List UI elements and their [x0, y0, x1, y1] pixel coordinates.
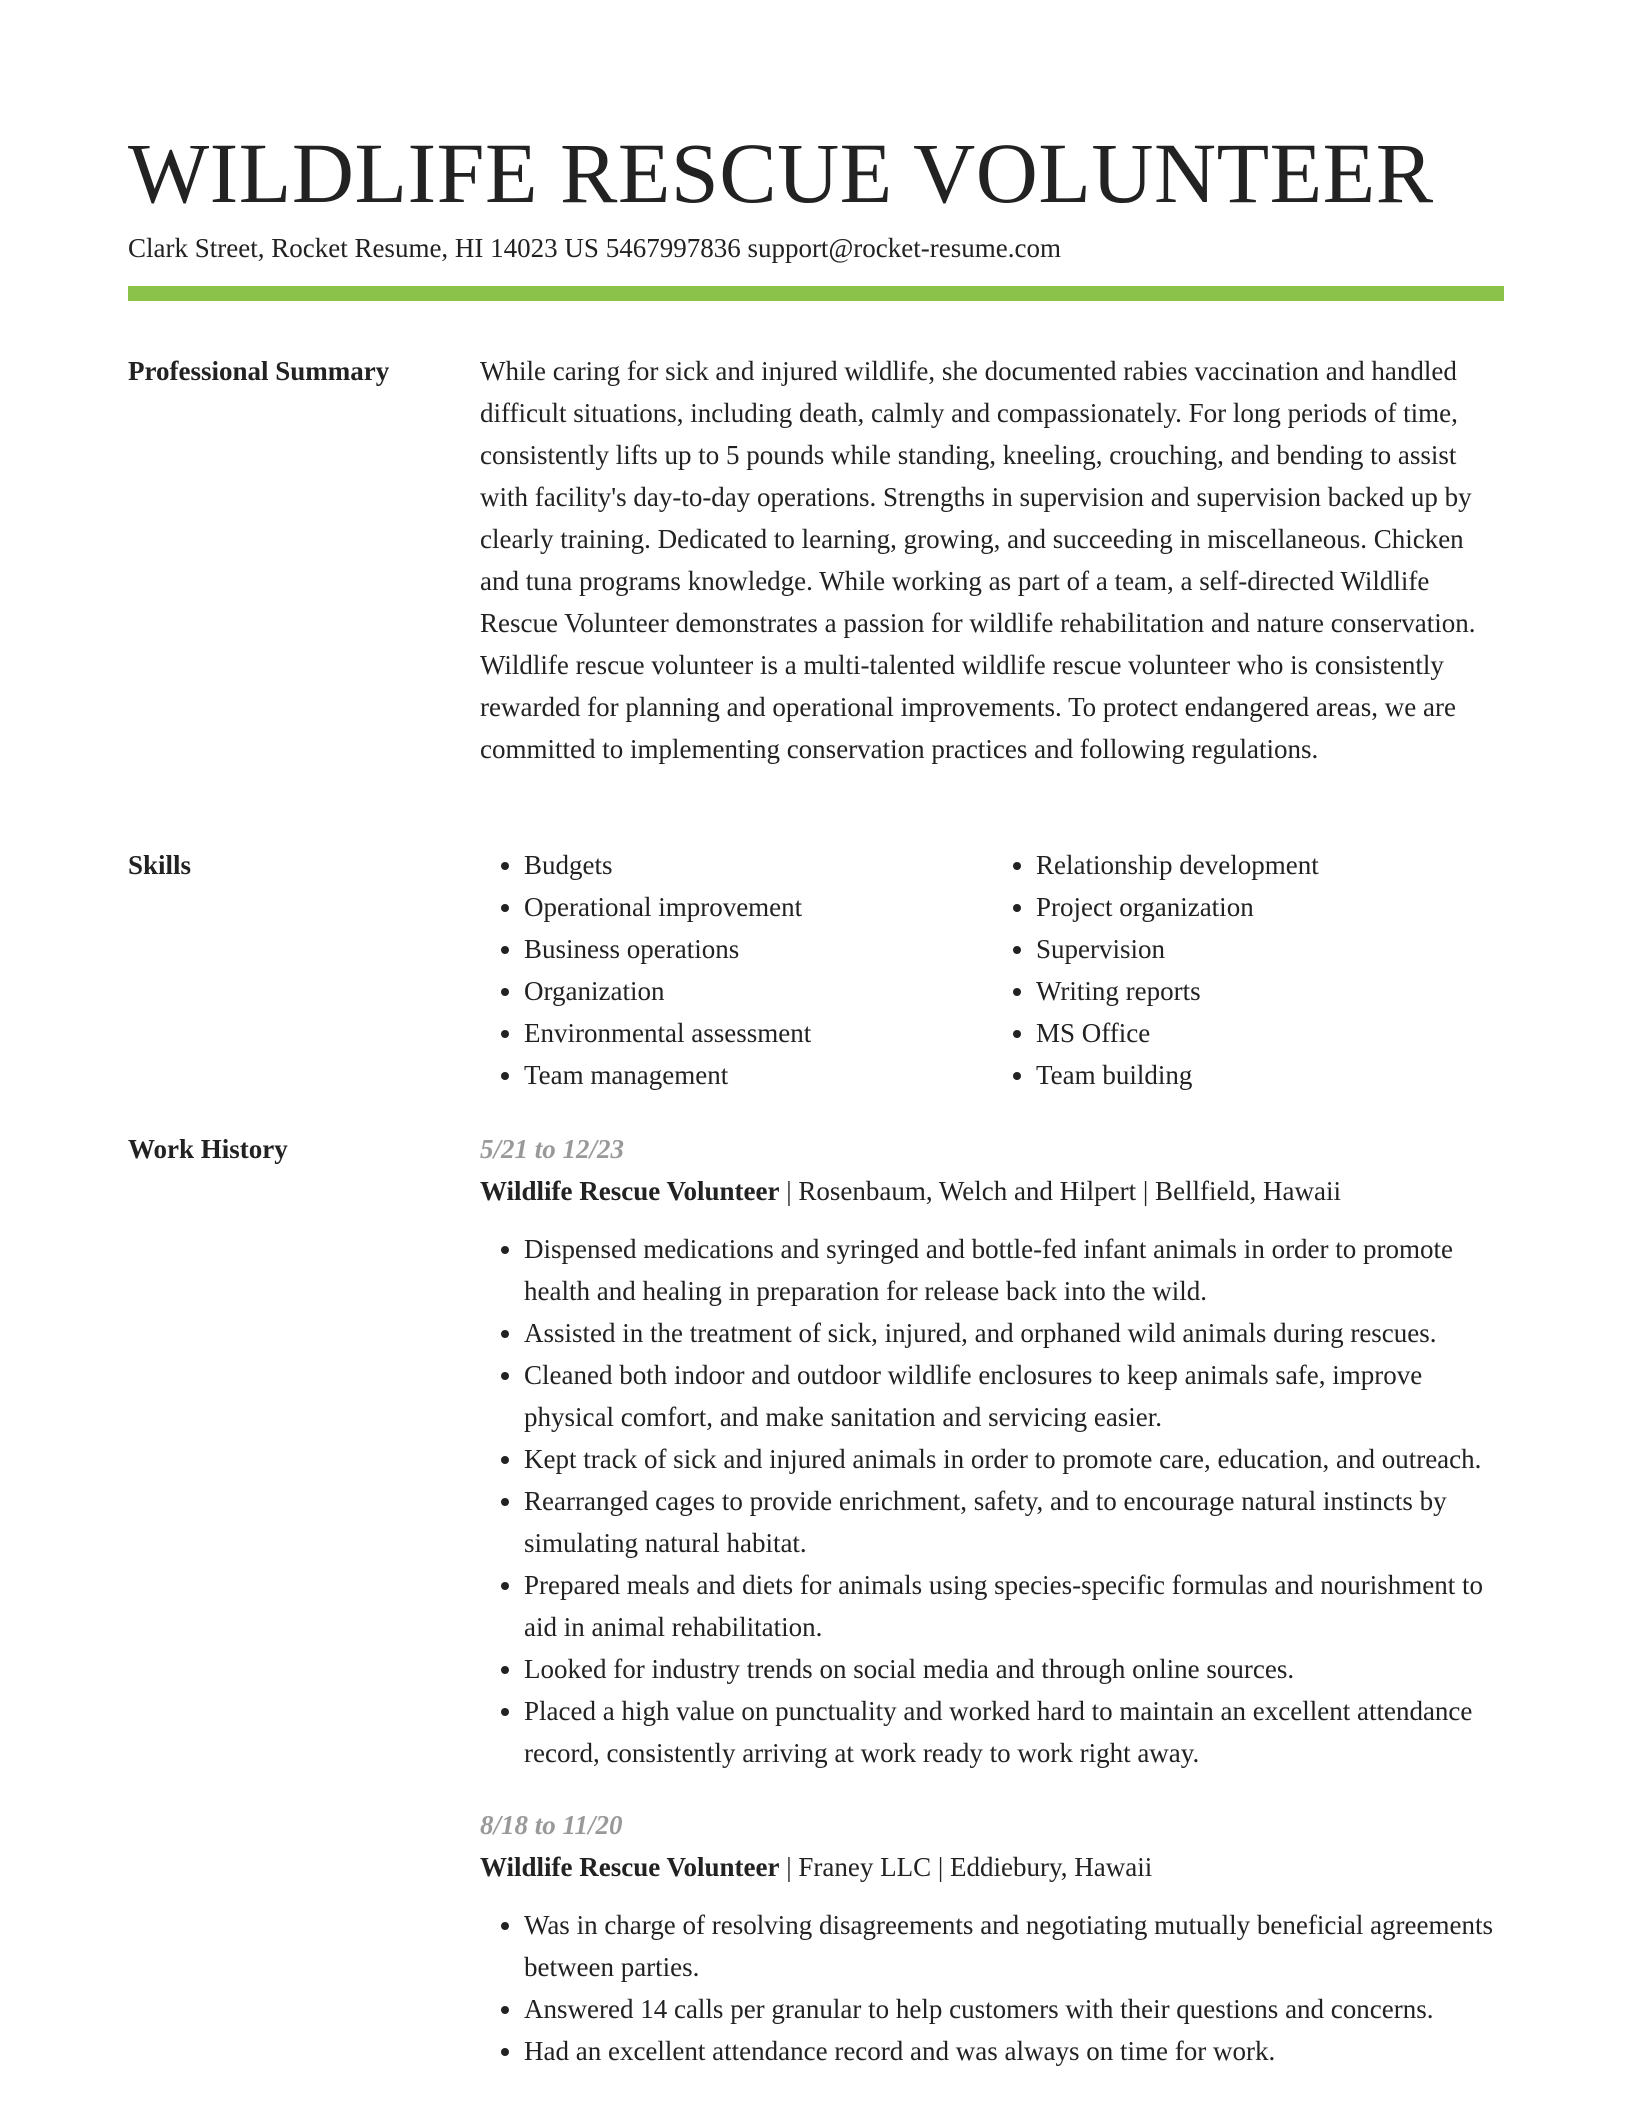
address: Clark Street, Rocket Resume, HI 14023 US — [128, 233, 599, 263]
job-bullet: • Cleaned both indoor and outdoor wildlife enclosures to keep animals safe, improve physical comfort, and make sanitation and servicing easier. — [524, 1354, 1504, 1438]
skill-item: • Project organization — [1036, 886, 1504, 928]
skill-item: • Budgets — [524, 844, 992, 886]
job-bullet: • Answered 14 calls per granular to help customers with their questions and concerns. — [524, 1988, 1504, 2030]
skill-item: • Team management — [524, 1054, 992, 1096]
job-bullet: • Had an excellent attendance record and was always on time for work. — [524, 2030, 1504, 2072]
skills-body — [480, 844, 1504, 1096]
job-dates: 5/21 to 12/23 — [480, 1134, 625, 1164]
job-bullet: • Kept track of sick and injured animals in order to promote care, education, and outreach. — [524, 1438, 1504, 1480]
job-employer: | Franey LLC | Eddiebury, Hawaii — [779, 1852, 1153, 1882]
job-bullet: • Placed a high value on punctuality and worked hard to maintain an excellent attendance record, consistently arriving at work ready to work right away. — [524, 1690, 1504, 1774]
work-history-heading: Work History — [128, 1134, 288, 1164]
contact-line — [128, 230, 1061, 266]
job-dates: 8/18 to 11/20 — [480, 1810, 623, 1840]
header-divider — [128, 286, 1504, 301]
job-entry — [480, 1804, 1504, 2072]
skill-item: • Team building — [1036, 1054, 1504, 1096]
summary-body — [480, 350, 1504, 770]
skills-list-left — [480, 844, 992, 1096]
skill-item: • Organization — [524, 970, 992, 1012]
skills-list-right — [992, 844, 1504, 1096]
email[interactable]: support@rocket-resume.com — [747, 233, 1061, 263]
summary-heading: Professional Summary — [128, 356, 390, 386]
candidate-name: WILDLIFE RESCUE VOLUNTEER — [128, 125, 1434, 221]
job-title: Wildlife Rescue Volunteer — [480, 1176, 780, 1206]
job-title-line — [480, 1170, 1504, 1212]
job-bullet: • Dispensed medications and syringed and bottle-fed infant animals in order to promote health and healing in preparation for release back into the wild. — [524, 1228, 1504, 1312]
skill-item: • Environmental assessment — [524, 1012, 992, 1054]
work-history-body — [480, 1128, 1504, 2072]
job-bullets — [480, 1904, 1504, 2072]
job-entry — [480, 1128, 1504, 1774]
job-bullet: • Prepared meals and diets for animals using species-specific formulas and nourishment to aid in animal rehabilitation. — [524, 1564, 1504, 1648]
skill-item: • Relationship development — [1036, 844, 1504, 886]
job-bullet: • Assisted in the treatment of sick, injured, and orphaned wild animals during rescues. — [524, 1312, 1504, 1354]
skill-item: • Operational improvement — [524, 886, 992, 928]
job-bullet: • Was in charge of resolving disagreements and negotiating mutually beneficial agreements between parties. — [524, 1904, 1504, 1988]
skills-heading: Skills — [128, 850, 192, 880]
skill-item: • MS Office — [1036, 1012, 1504, 1054]
job-bullet: • Rearranged cages to provide enrichment, safety, and to encourage natural instincts by simulating natural habitat. — [524, 1480, 1504, 1564]
skill-item: • Writing reports — [1036, 970, 1504, 1012]
skill-item: • Business operations — [524, 928, 992, 970]
phone: 5467997836 — [605, 233, 741, 263]
job-bullet: • Looked for industry trends on social media and through online sources. — [524, 1648, 1504, 1690]
summary-text: While caring for sick and injured wildlife, she documented rabies vaccination and handled difficult situations, including death, calmly and compassionately. For long periods of time, consistently lifts up to 5 pounds while standing, kneeling, crouching, and bending to assist with facility's day-to-day operations. Strengths in supervision and supervision backed up by clearly training. Dedicated to learning, growing, and succeeding in miscellaneous. Chicken and tuna programs knowledge. While working as part of a team, a self-directed Wildlife Rescue Volunteer demonstrates a passion for wildlife rehabilitation and nature conservation. Wildlife rescue volunteer is a multi-talented wildlife rescue volunteer who is consistently rewarded for planning and operational improvements. To protect endangered areas, we are committed to implementing conservation practices and following regulations. — [480, 356, 1476, 764]
job-title-line — [480, 1846, 1504, 1888]
job-title: Wildlife Rescue Volunteer — [480, 1852, 780, 1882]
job-employer: | Rosenbaum, Welch and Hilpert | Bellfield, Hawaii — [779, 1176, 1342, 1206]
job-bullets — [480, 1228, 1504, 1774]
skill-item: • Supervision — [1036, 928, 1504, 970]
